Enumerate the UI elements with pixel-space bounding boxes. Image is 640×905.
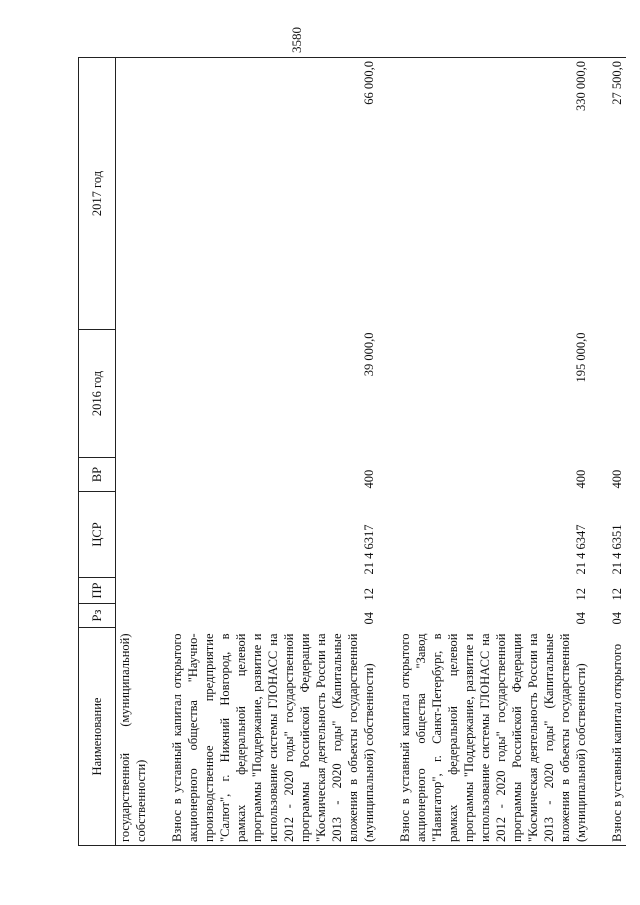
row-rz	[116, 604, 151, 628]
row-name: Взнос в уставный капитал открытого акционерного общества "Научно-производственное предприятие "Салют", г. Нижний Новгород, в рамках федеральной целевой программы "Поддержание, развитие и использование системы ГЛОНАСС на 2012 - 2020 годы" государственной программы Российской Федерации "Космическая деятельность России на 2013 - 2020 годы" (Капитальные вложения в объекты государственной (муниципальной) собственности)	[168, 628, 378, 846]
header-2016: 2016 год	[79, 330, 116, 458]
header-pr: ПР	[79, 578, 116, 604]
row-2016: 195 000,0	[574, 332, 588, 383]
row-2017: 66 000,0	[168, 58, 378, 330]
row-2017: 330 000,0	[396, 58, 590, 330]
header-2017: 2017 год	[79, 58, 116, 330]
header-csr: ЦСР	[79, 492, 116, 578]
row-vr: 400	[610, 469, 624, 489]
row-csr	[116, 492, 151, 578]
row-rz: 04	[574, 612, 588, 625]
row-2016: 39 000,0	[362, 332, 376, 377]
header-vr: ВР	[79, 458, 116, 492]
row-vr	[116, 458, 151, 492]
row-pr	[116, 578, 151, 604]
row-rz: 04	[610, 612, 624, 625]
row-pr: 12	[362, 588, 376, 601]
row-vr: 400	[362, 469, 376, 489]
row-2017	[116, 58, 151, 330]
row-2017: 27 500,0	[608, 58, 626, 330]
table-row	[168, 58, 378, 846]
table-row	[608, 58, 626, 846]
header-name: Наименование	[79, 628, 116, 846]
row-rz: 04	[362, 612, 376, 625]
row-csr: 21 4 6351	[610, 524, 624, 575]
row-csr: 21 4 6347	[574, 524, 588, 575]
table-header-row	[79, 58, 116, 846]
page-number: 3580	[289, 27, 304, 53]
row-pr: 12	[610, 588, 624, 601]
budget-table	[78, 57, 626, 846]
table-row	[396, 58, 590, 846]
row-pr: 12	[574, 588, 588, 601]
table-row	[116, 58, 151, 846]
header-rz: Рз	[79, 604, 116, 628]
row-name: Взнос в уставный капитал открытого акционерного общества "Завод "Навигатор", г. Санкт-Петербург, в рамках федеральной целевой программы "Поддержание, развитие и использование системы ГЛОНАСС на 2012 - 2020 годы" государственной программы Российской Федерации "Космическая деятельность России на 2013 - 2020 годы" (Капитальные вложения в объекты государственной (муниципальной) собственности)	[396, 628, 590, 846]
rotated-page	[78, 58, 624, 846]
row-csr: 21 4 6317	[362, 524, 376, 575]
row-2016	[116, 330, 151, 458]
row-name: государственной (муниципальной) собственности)	[116, 628, 151, 846]
row-vr: 400	[574, 469, 588, 489]
row-2016	[608, 330, 626, 458]
row-name: Взнос в уставный капитал открытого	[608, 628, 626, 846]
